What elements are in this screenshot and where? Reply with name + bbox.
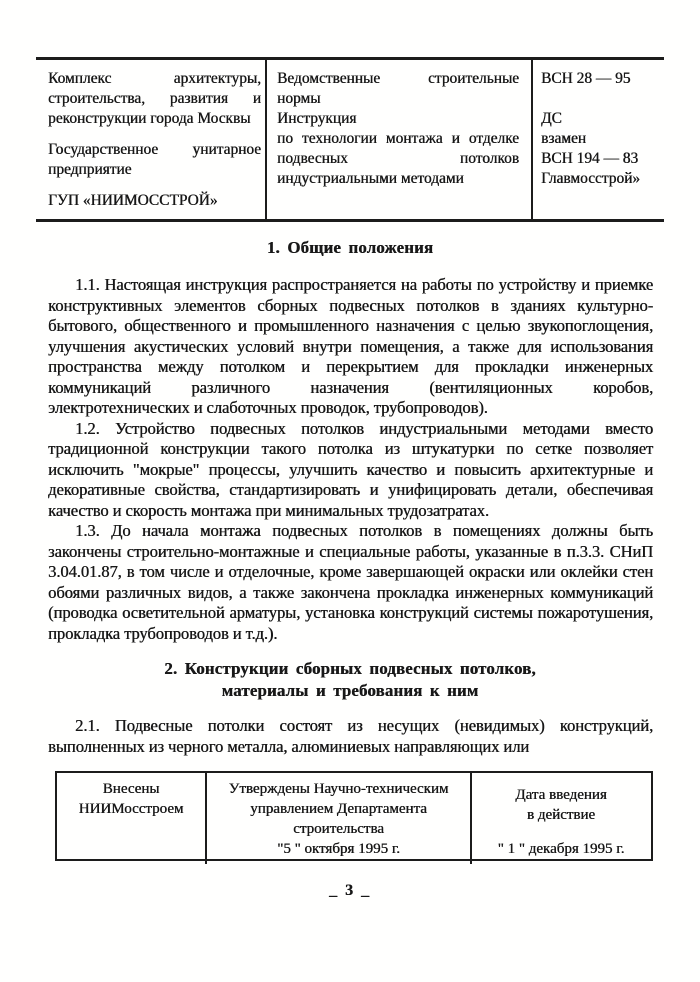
doc-type: Инструкция	[277, 110, 357, 127]
approval-table	[55, 771, 653, 861]
approved-by-cell	[207, 773, 472, 864]
paragraph-1-3: 1.3. До начала монтажа подвесных потолков в помещениях должны быть закончены строительно-монтажные и специальные работы, указанные в п.3.3. СНиП 3.04.01.87, в том числе и отделочные, кроме завершающей окраски или оклейки стен обоями различных видов, а также закончена прокладка инженерных коммуникаций (проводка осветительной арматуры, установка конструкций системы пожаротушения, прокладка трубопроводов и т.д.).	[48, 521, 653, 643]
effective-label-line1: Дата введения	[515, 787, 607, 803]
section-2-title	[0, 658, 700, 702]
approved-date: "5 " октября 1995 г.	[277, 841, 400, 857]
introduced-by-line1: Внесены	[102, 781, 160, 797]
paragraph-1-1: 1.1. Настоящая инструкция распространяется на работы по устройству и приемке конструктивных элементов сборных подвесных потолков в зданиях культурно-бытового, общественного и промышленного назначения с целью звукопоглощения, улучшения акустических условий внутри помещения, а также для использования пространства между потолком и перекрытием для прокладки инженерных коммуникаций различного назначения (вентиляционных коробов, электротехнических и слаботочных проводок, трубопроводов).	[48, 275, 653, 417]
section-1-body	[48, 275, 653, 644]
section-1-title: 1. Общие положения	[266, 238, 434, 257]
header-table	[36, 57, 664, 222]
section-2-title-line2: материалы и требования к ним	[221, 681, 479, 700]
header-org-cell	[36, 60, 267, 219]
code-note-4: Главмосстрой»	[541, 170, 640, 187]
effective-date-label	[480, 785, 642, 825]
org-type: Государственное унитарное предприятие	[48, 141, 261, 178]
effective-label-line2: в действие	[526, 807, 596, 823]
introduced-by-cell	[57, 773, 207, 864]
code-note-1: ДС	[541, 110, 562, 127]
org-name: ГУП «НИИМОССТРОЙ»	[48, 192, 218, 209]
introduced-by-line2: НИИМосстроем	[78, 801, 184, 817]
approved-by-text: Утверждены Научно-техническим управлением Департамента строительства	[228, 781, 449, 837]
code-note-3: ВСН 194 — 83	[541, 150, 639, 167]
header-code-cell	[533, 60, 664, 219]
paragraph-2-1: 2.1. Подвесные потолки состоят из несущих (невидимых) конструкций, выполненных из черного металла, алюминиевых направляющих или	[48, 716, 653, 756]
section-2-title-line1: 2. Конструкции сборных подвесных потолков,	[164, 659, 536, 678]
code-note-2: взамен	[541, 130, 586, 147]
effective-date-cell	[472, 773, 650, 864]
paragraph-1-2: 1.2. Устройство подвесных потолков индустриальными методами вместо традиционной конструкции такого потолка из штукатурки по сетке позволяет исключить "мокрые" процессы, улучшить качество и повысить архитектурные и декоративные свойства, стандартизировать и унифицировать детали, обеспечивая качество и скорость монтажа при минимальных трудозатратах.	[48, 418, 653, 520]
page-number: _ 3 _	[329, 882, 371, 899]
header-doc-cell	[267, 60, 533, 219]
effective-date: " 1 " декабря 1995 г.	[497, 841, 625, 857]
doc-code: ВСН 28 — 95	[541, 70, 631, 87]
doc-kind: Ведомственные строительные нормы	[277, 70, 519, 107]
doc-subject: по технологии монтажа и отделке подвесных потолков индустриальными методами	[277, 130, 519, 187]
section-2-body	[48, 716, 653, 757]
org-department: Комплекс архитектуры, строительства, развития и реконструкции города Москвы	[48, 70, 261, 127]
